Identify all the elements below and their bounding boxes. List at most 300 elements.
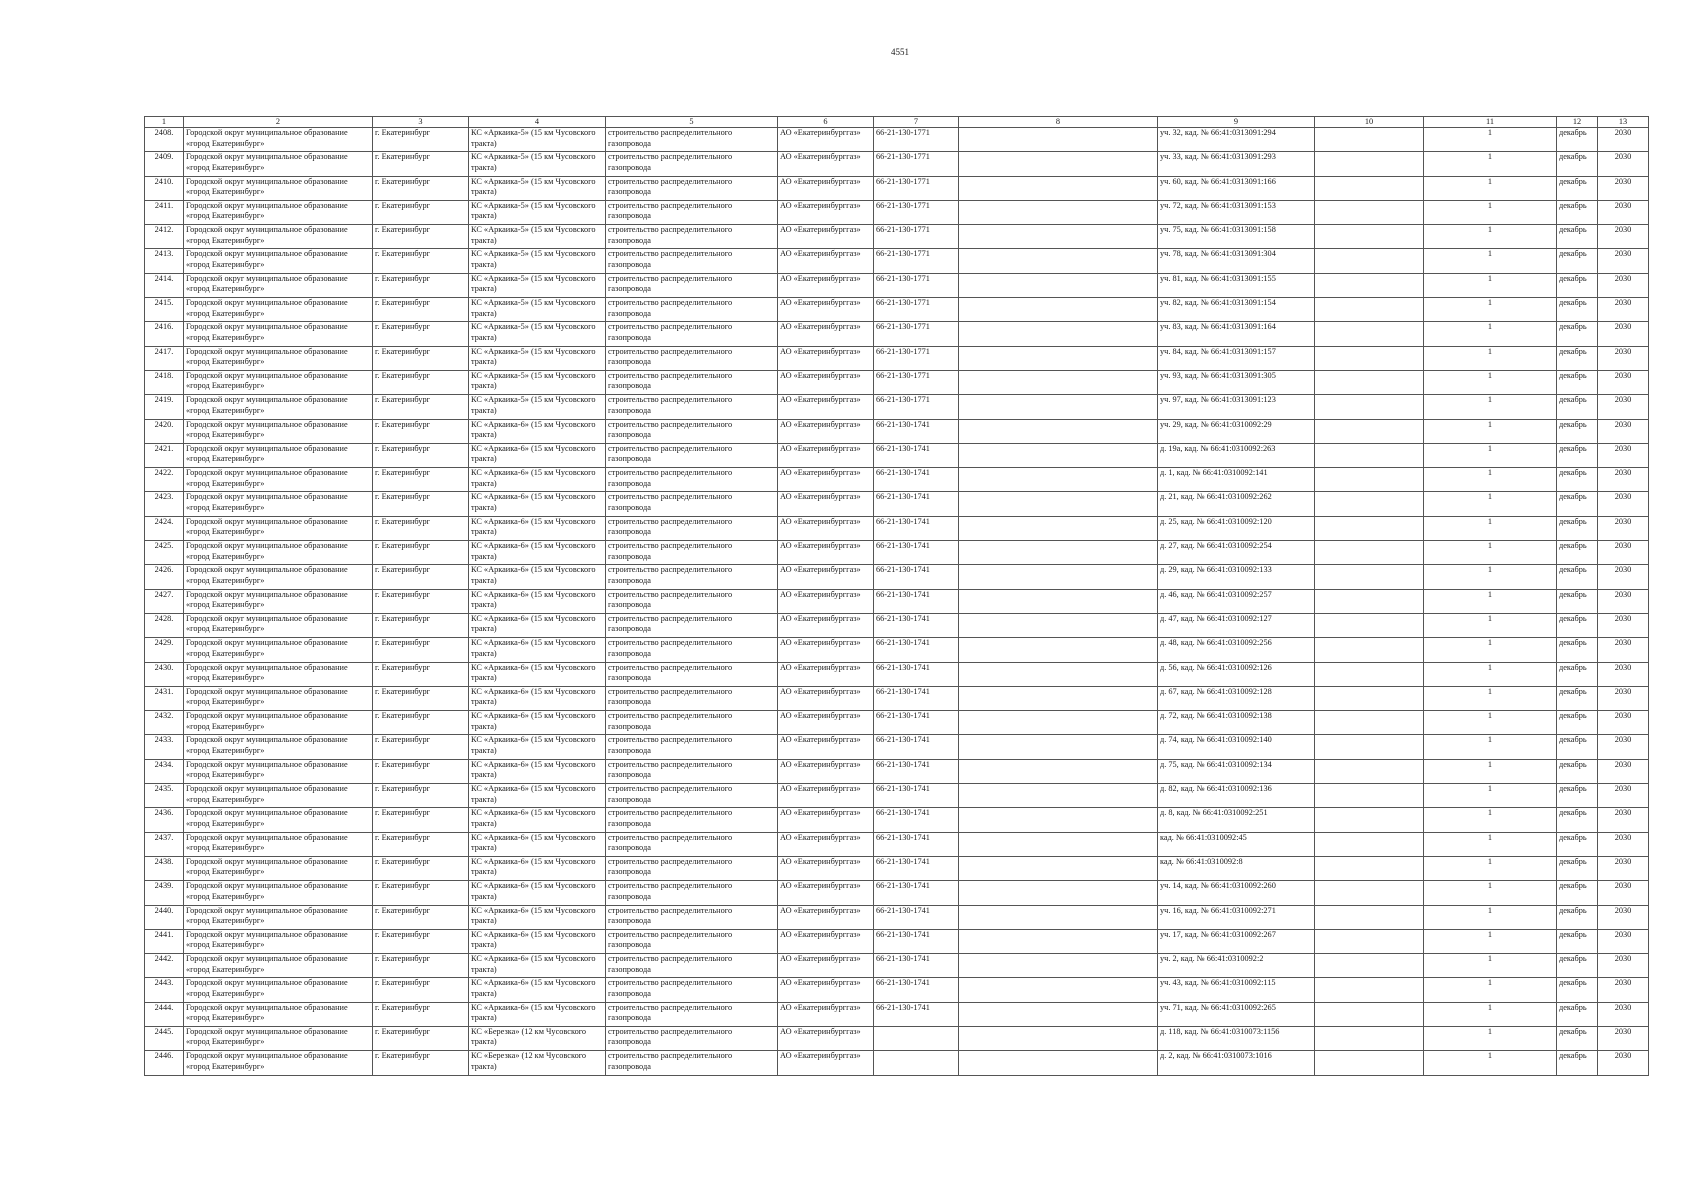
register-number-cell: 66-21-130-1771 [874, 200, 959, 224]
count-cell: 1 [1424, 128, 1557, 152]
year-cell: 2030 [1598, 419, 1649, 443]
municipality-cell: Городской округ муниципальное образование «город Екатеринбург» [184, 395, 373, 419]
row-number: 2422. [145, 468, 184, 492]
register-number-cell: 66-21-130-1741 [874, 905, 959, 929]
empty-cell [959, 176, 1158, 200]
address-cell: д. 27, кад. № 66:41:0310092:254 [1158, 541, 1315, 565]
municipality-cell: Городской округ муниципальное образование «город Екатеринбург» [184, 346, 373, 370]
settlement-cell: г. Екатеринбург [373, 225, 469, 249]
municipality-cell: Городской округ муниципальное образование «город Екатеринбург» [184, 468, 373, 492]
object-cell: КС «Аркаика-6» (15 км Чусовского тракта) [469, 468, 606, 492]
year-cell: 2030 [1598, 225, 1649, 249]
settlement-cell: г. Екатеринбург [373, 686, 469, 710]
year-cell: 2030 [1598, 468, 1649, 492]
column-header: 9 [1158, 117, 1315, 128]
object-cell: КС «Аркаика-6» (15 км Чусовского тракта) [469, 443, 606, 467]
register-number-cell: 66-21-130-1741 [874, 711, 959, 735]
month-cell: декабрь [1557, 1002, 1598, 1026]
empty-cell [1315, 808, 1424, 832]
empty-cell [1315, 225, 1424, 249]
count-cell: 1 [1424, 759, 1557, 783]
address-cell: д. 29, кад. № 66:41:0310092:133 [1158, 565, 1315, 589]
row-number: 2433. [145, 735, 184, 759]
count-cell: 1 [1424, 176, 1557, 200]
count-cell: 1 [1424, 443, 1557, 467]
row-number: 2417. [145, 346, 184, 370]
register-number-cell: 66-21-130-1741 [874, 808, 959, 832]
settlement-cell: г. Екатеринбург [373, 565, 469, 589]
municipality-cell: Городской округ муниципальное образование «город Екатеринбург» [184, 200, 373, 224]
address-cell: уч. 60, кад. № 66:41:0313091:166 [1158, 176, 1315, 200]
register-number-cell: 66-21-130-1741 [874, 929, 959, 953]
column-header: 2 [184, 117, 373, 128]
row-number: 2442. [145, 954, 184, 978]
register-number-cell: 66-21-130-1741 [874, 589, 959, 613]
organization-cell: АО «Екатеринбурггаз» [778, 978, 874, 1002]
municipality-cell: Городской округ муниципальное образование «город Екатеринбург» [184, 881, 373, 905]
work-type-cell: строительство распределительного газопровода [606, 1002, 778, 1026]
settlement-cell: г. Екатеринбург [373, 370, 469, 394]
address-cell: уч. 83, кад. № 66:41:0313091:164 [1158, 322, 1315, 346]
count-cell: 1 [1424, 856, 1557, 880]
work-type-cell: строительство распределительного газопровода [606, 954, 778, 978]
work-type-cell: строительство распределительного газопровода [606, 200, 778, 224]
object-cell: КС «Аркаика-6» (15 км Чусовского тракта) [469, 541, 606, 565]
address-cell: д. 82, кад. № 66:41:0310092:136 [1158, 784, 1315, 808]
object-cell: КС «Аркаика-6» (15 км Чусовского тракта) [469, 954, 606, 978]
empty-cell [1315, 541, 1424, 565]
year-cell: 2030 [1598, 516, 1649, 540]
address-cell: уч. 81, кад. № 66:41:0313091:155 [1158, 273, 1315, 297]
month-cell: декабрь [1557, 856, 1598, 880]
organization-cell: АО «Екатеринбурггаз» [778, 589, 874, 613]
empty-cell [1315, 346, 1424, 370]
year-cell: 2030 [1598, 954, 1649, 978]
table-row [145, 1002, 1649, 1026]
municipality-cell: Городской округ муниципальное образование «город Екатеринбург» [184, 686, 373, 710]
work-type-cell: строительство распределительного газопровода [606, 128, 778, 152]
month-cell: декабрь [1557, 516, 1598, 540]
address-cell: д. 46, кад. № 66:41:0310092:257 [1158, 589, 1315, 613]
table-row [145, 856, 1649, 880]
address-cell: кад. № 66:41:0310092:8 [1158, 856, 1315, 880]
empty-cell [959, 808, 1158, 832]
table-row [145, 613, 1649, 637]
count-cell: 1 [1424, 419, 1557, 443]
count-cell: 1 [1424, 808, 1557, 832]
settlement-cell: г. Екатеринбург [373, 273, 469, 297]
municipality-cell: Городской округ муниципальное образование «город Екатеринбург» [184, 419, 373, 443]
count-cell: 1 [1424, 905, 1557, 929]
settlement-cell: г. Екатеринбург [373, 856, 469, 880]
empty-cell [1315, 468, 1424, 492]
municipality-cell: Городской округ муниципальное образование «город Екатеринбург» [184, 759, 373, 783]
work-type-cell: строительство распределительного газопровода [606, 856, 778, 880]
empty-cell [959, 638, 1158, 662]
table-row [145, 808, 1649, 832]
empty-cell [1315, 516, 1424, 540]
row-number: 2438. [145, 856, 184, 880]
month-cell: декабрь [1557, 808, 1598, 832]
month-cell: декабрь [1557, 929, 1598, 953]
empty-cell [1315, 152, 1424, 176]
table-row [145, 176, 1649, 200]
organization-cell: АО «Екатеринбурггаз» [778, 759, 874, 783]
table-row [145, 905, 1649, 929]
object-cell: КС «Аркаика-6» (15 км Чусовского тракта) [469, 784, 606, 808]
register-number-cell: 66-21-130-1741 [874, 881, 959, 905]
address-cell: уч. 29, кад. № 66:41:0310092:29 [1158, 419, 1315, 443]
table-row [145, 128, 1649, 152]
table-header-row [145, 117, 1649, 128]
settlement-cell: г. Екатеринбург [373, 832, 469, 856]
month-cell: декабрь [1557, 881, 1598, 905]
settlement-cell: г. Екатеринбург [373, 128, 469, 152]
month-cell: декабрь [1557, 638, 1598, 662]
empty-cell [1315, 128, 1424, 152]
count-cell: 1 [1424, 735, 1557, 759]
organization-cell: АО «Екатеринбурггаз» [778, 662, 874, 686]
registry-table [144, 116, 1649, 1076]
object-cell: КС «Березка» (12 км Чусовского тракта) [469, 1026, 606, 1050]
organization-cell: АО «Екатеринбурггаз» [778, 443, 874, 467]
count-cell: 1 [1424, 516, 1557, 540]
municipality-cell: Городской округ муниципальное образование «город Екатеринбург» [184, 929, 373, 953]
organization-cell: АО «Екатеринбурггаз» [778, 249, 874, 273]
register-number-cell: 66-21-130-1741 [874, 613, 959, 637]
municipality-cell: Городской округ муниципальное образование «город Екатеринбург» [184, 856, 373, 880]
table-row [145, 346, 1649, 370]
month-cell: декабрь [1557, 1051, 1598, 1075]
table-row [145, 784, 1649, 808]
year-cell: 2030 [1598, 589, 1649, 613]
settlement-cell: г. Екатеринбург [373, 1026, 469, 1050]
count-cell: 1 [1424, 200, 1557, 224]
empty-cell [959, 225, 1158, 249]
empty-cell [959, 881, 1158, 905]
object-cell: КС «Аркаика-6» (15 км Чусовского тракта) [469, 419, 606, 443]
count-cell: 1 [1424, 298, 1557, 322]
count-cell: 1 [1424, 929, 1557, 953]
column-header: 8 [959, 117, 1158, 128]
address-cell: уч. 17, кад. № 66:41:0310092:267 [1158, 929, 1315, 953]
count-cell: 1 [1424, 1002, 1557, 1026]
empty-cell [959, 662, 1158, 686]
count-cell: 1 [1424, 273, 1557, 297]
table-row [145, 565, 1649, 589]
count-cell: 1 [1424, 881, 1557, 905]
row-number: 2441. [145, 929, 184, 953]
empty-cell [1315, 954, 1424, 978]
work-type-cell: строительство распределительного газопровода [606, 322, 778, 346]
row-number: 2434. [145, 759, 184, 783]
table-row [145, 686, 1649, 710]
settlement-cell: г. Екатеринбург [373, 613, 469, 637]
empty-cell [1315, 662, 1424, 686]
settlement-cell: г. Екатеринбург [373, 395, 469, 419]
row-number: 2435. [145, 784, 184, 808]
month-cell: декабрь [1557, 468, 1598, 492]
count-cell: 1 [1424, 662, 1557, 686]
empty-cell [1315, 784, 1424, 808]
table-row [145, 249, 1649, 273]
municipality-cell: Городской округ муниципальное образование «город Екатеринбург» [184, 565, 373, 589]
month-cell: декабрь [1557, 249, 1598, 273]
empty-cell [959, 152, 1158, 176]
row-number: 2425. [145, 541, 184, 565]
address-cell: уч. 2, кад. № 66:41:0310092:2 [1158, 954, 1315, 978]
organization-cell: АО «Екатеринбурггаз» [778, 954, 874, 978]
organization-cell: АО «Екатеринбурггаз» [778, 370, 874, 394]
year-cell: 2030 [1598, 759, 1649, 783]
count-cell: 1 [1424, 322, 1557, 346]
row-number: 2421. [145, 443, 184, 467]
settlement-cell: г. Екатеринбург [373, 443, 469, 467]
empty-cell [959, 1051, 1158, 1075]
count-cell: 1 [1424, 370, 1557, 394]
empty-cell [959, 565, 1158, 589]
row-number: 2423. [145, 492, 184, 516]
settlement-cell: г. Екатеринбург [373, 298, 469, 322]
object-cell: КС «Аркаика-6» (15 км Чусовского тракта) [469, 565, 606, 589]
object-cell: КС «Аркаика-5» (15 км Чусовского тракта) [469, 298, 606, 322]
register-number-cell: 66-21-130-1741 [874, 1002, 959, 1026]
year-cell: 2030 [1598, 443, 1649, 467]
register-number-cell: 66-21-130-1741 [874, 492, 959, 516]
empty-cell [959, 1002, 1158, 1026]
table-row [145, 370, 1649, 394]
object-cell: КС «Аркаика-5» (15 км Чусовского тракта) [469, 395, 606, 419]
empty-cell [1315, 273, 1424, 297]
object-cell: КС «Аркаика-6» (15 км Чусовского тракта) [469, 686, 606, 710]
table-row [145, 929, 1649, 953]
address-cell: уч. 14, кад. № 66:41:0310092:260 [1158, 881, 1315, 905]
year-cell: 2030 [1598, 662, 1649, 686]
column-header: 1 [145, 117, 184, 128]
empty-cell [1315, 759, 1424, 783]
work-type-cell: строительство распределительного газопровода [606, 1026, 778, 1050]
address-cell: уч. 75, кад. № 66:41:0313091:158 [1158, 225, 1315, 249]
register-number-cell: 66-21-130-1771 [874, 395, 959, 419]
municipality-cell: Городской округ муниципальное образование «город Екатеринбург» [184, 1026, 373, 1050]
table-row [145, 881, 1649, 905]
register-number-cell: 66-21-130-1741 [874, 419, 959, 443]
municipality-cell: Городской округ муниципальное образование «город Екатеринбург» [184, 152, 373, 176]
empty-cell [1315, 856, 1424, 880]
row-number: 2415. [145, 298, 184, 322]
work-type-cell: строительство распределительного газопровода [606, 565, 778, 589]
column-header: 7 [874, 117, 959, 128]
empty-cell [959, 613, 1158, 637]
month-cell: декабрь [1557, 759, 1598, 783]
month-cell: декабрь [1557, 395, 1598, 419]
work-type-cell: строительство распределительного газопровода [606, 613, 778, 637]
object-cell: КС «Аркаика-6» (15 км Чусовского тракта) [469, 613, 606, 637]
month-cell: декабрь [1557, 322, 1598, 346]
year-cell: 2030 [1598, 808, 1649, 832]
object-cell: КС «Аркаика-6» (15 км Чусовского тракта) [469, 759, 606, 783]
municipality-cell: Городской округ муниципальное образование «город Екатеринбург» [184, 370, 373, 394]
year-cell: 2030 [1598, 881, 1649, 905]
table-row [145, 419, 1649, 443]
row-number: 2424. [145, 516, 184, 540]
year-cell: 2030 [1598, 856, 1649, 880]
month-cell: декабрь [1557, 370, 1598, 394]
settlement-cell: г. Екатеринбург [373, 808, 469, 832]
work-type-cell: строительство распределительного газопровода [606, 225, 778, 249]
empty-cell [959, 249, 1158, 273]
work-type-cell: строительство распределительного газопровода [606, 541, 778, 565]
column-header: 11 [1424, 117, 1557, 128]
year-cell: 2030 [1598, 346, 1649, 370]
count-cell: 1 [1424, 346, 1557, 370]
address-cell: уч. 72, кад. № 66:41:0313091:153 [1158, 200, 1315, 224]
year-cell: 2030 [1598, 1051, 1649, 1075]
register-number-cell: 66-21-130-1771 [874, 346, 959, 370]
empty-cell [959, 711, 1158, 735]
row-number: 2432. [145, 711, 184, 735]
address-cell: уч. 93, кад. № 66:41:0313091:305 [1158, 370, 1315, 394]
work-type-cell: строительство распределительного газопровода [606, 784, 778, 808]
month-cell: декабрь [1557, 735, 1598, 759]
work-type-cell: строительство распределительного газопровода [606, 832, 778, 856]
municipality-cell: Городской округ муниципальное образование «город Екатеринбург» [184, 808, 373, 832]
empty-cell [959, 322, 1158, 346]
settlement-cell: г. Екатеринбург [373, 419, 469, 443]
table-row [145, 152, 1649, 176]
row-number: 2428. [145, 613, 184, 637]
row-number: 2437. [145, 832, 184, 856]
month-cell: декабрь [1557, 176, 1598, 200]
empty-cell [959, 395, 1158, 419]
municipality-cell: Городской округ муниципальное образование «город Екатеринбург» [184, 662, 373, 686]
object-cell: КС «Аркаика-5» (15 км Чусовского тракта) [469, 346, 606, 370]
address-cell: д. 25, кад. № 66:41:0310092:120 [1158, 516, 1315, 540]
work-type-cell: строительство распределительного газопровода [606, 808, 778, 832]
object-cell: КС «Аркаика-6» (15 км Чусовского тракта) [469, 711, 606, 735]
object-cell: КС «Аркаика-5» (15 км Чусовского тракта) [469, 200, 606, 224]
register-number-cell: 66-21-130-1771 [874, 152, 959, 176]
address-cell: д. 19а, кад. № 66:41:0310092:263 [1158, 443, 1315, 467]
settlement-cell: г. Екатеринбург [373, 929, 469, 953]
object-cell: КС «Аркаика-6» (15 км Чусовского тракта) [469, 1002, 606, 1026]
empty-cell [959, 419, 1158, 443]
month-cell: декабрь [1557, 711, 1598, 735]
empty-cell [959, 832, 1158, 856]
register-number-cell: 66-21-130-1771 [874, 298, 959, 322]
municipality-cell: Городской округ муниципальное образование «город Екатеринбург» [184, 613, 373, 637]
table-row [145, 954, 1649, 978]
municipality-cell: Городской округ муниципальное образование «город Екатеринбург» [184, 541, 373, 565]
object-cell: КС «Аркаика-5» (15 км Чусовского тракта) [469, 273, 606, 297]
month-cell: декабрь [1557, 1026, 1598, 1050]
address-cell: кад. № 66:41:0310092:45 [1158, 832, 1315, 856]
count-cell: 1 [1424, 249, 1557, 273]
work-type-cell: строительство распределительного газопровода [606, 978, 778, 1002]
municipality-cell: Городской округ муниципальное образование «город Екатеринбург» [184, 516, 373, 540]
work-type-cell: строительство распределительного газопровода [606, 589, 778, 613]
empty-cell [1315, 1051, 1424, 1075]
organization-cell: АО «Екатеринбурггаз» [778, 128, 874, 152]
column-header: 10 [1315, 117, 1424, 128]
work-type-cell: строительство распределительного газопровода [606, 273, 778, 297]
empty-cell [959, 856, 1158, 880]
municipality-cell: Городской округ муниципальное образование «город Екатеринбург» [184, 1002, 373, 1026]
year-cell: 2030 [1598, 176, 1649, 200]
settlement-cell: г. Екатеринбург [373, 492, 469, 516]
organization-cell: АО «Екатеринбурггаз» [778, 905, 874, 929]
empty-cell [1315, 370, 1424, 394]
empty-cell [959, 759, 1158, 783]
work-type-cell: строительство распределительного газопровода [606, 759, 778, 783]
work-type-cell: строительство распределительного газопровода [606, 419, 778, 443]
work-type-cell: строительство распределительного газопровода [606, 516, 778, 540]
empty-cell [1315, 322, 1424, 346]
settlement-cell: г. Екатеринбург [373, 735, 469, 759]
year-cell: 2030 [1598, 613, 1649, 637]
month-cell: декабрь [1557, 128, 1598, 152]
table-row [145, 711, 1649, 735]
work-type-cell: строительство распределительного газопровода [606, 152, 778, 176]
register-number-cell: 66-21-130-1771 [874, 249, 959, 273]
column-header: 4 [469, 117, 606, 128]
organization-cell: АО «Екатеринбурггаз» [778, 638, 874, 662]
month-cell: декабрь [1557, 419, 1598, 443]
work-type-cell: строительство распределительного газопровода [606, 662, 778, 686]
municipality-cell: Городской округ муниципальное образование «город Екатеринбург» [184, 128, 373, 152]
municipality-cell: Городской округ муниципальное образование «город Екатеринбург» [184, 225, 373, 249]
object-cell: КС «Аркаика-6» (15 км Чусовского тракта) [469, 492, 606, 516]
count-cell: 1 [1424, 638, 1557, 662]
register-number-cell: 66-21-130-1741 [874, 541, 959, 565]
row-number: 2436. [145, 808, 184, 832]
organization-cell: АО «Екатеринбурггаз» [778, 1051, 874, 1075]
row-number: 2426. [145, 565, 184, 589]
count-cell: 1 [1424, 1026, 1557, 1050]
municipality-cell: Городской округ муниципальное образование «город Екатеринбург» [184, 638, 373, 662]
row-number: 2431. [145, 686, 184, 710]
table-row [145, 200, 1649, 224]
register-number-cell: 66-21-130-1741 [874, 759, 959, 783]
table-row [145, 1051, 1649, 1075]
table-row [145, 443, 1649, 467]
organization-cell: АО «Екатеринбурггаз» [778, 492, 874, 516]
organization-cell: АО «Екатеринбурггаз» [778, 808, 874, 832]
settlement-cell: г. Екатеринбург [373, 516, 469, 540]
month-cell: декабрь [1557, 200, 1598, 224]
row-number: 2430. [145, 662, 184, 686]
count-cell: 1 [1424, 1051, 1557, 1075]
register-number-cell: 66-21-130-1741 [874, 662, 959, 686]
register-number-cell: 66-21-130-1771 [874, 176, 959, 200]
year-cell: 2030 [1598, 784, 1649, 808]
year-cell: 2030 [1598, 541, 1649, 565]
empty-cell [1315, 735, 1424, 759]
empty-cell [959, 784, 1158, 808]
organization-cell: АО «Екатеринбурггаз» [778, 613, 874, 637]
empty-cell [1315, 395, 1424, 419]
register-number-cell: 66-21-130-1771 [874, 322, 959, 346]
register-number-cell: 66-21-130-1741 [874, 832, 959, 856]
address-cell: уч. 33, кад. № 66:41:0313091:293 [1158, 152, 1315, 176]
work-type-cell: строительство распределительного газопровода [606, 492, 778, 516]
year-cell: 2030 [1598, 832, 1649, 856]
empty-cell [1315, 565, 1424, 589]
organization-cell: АО «Екатеринбурггаз» [778, 1002, 874, 1026]
column-header: 6 [778, 117, 874, 128]
municipality-cell: Городской округ муниципальное образование «город Екатеринбург» [184, 784, 373, 808]
municipality-cell: Городской округ муниципальное образование «город Екатеринбург» [184, 273, 373, 297]
